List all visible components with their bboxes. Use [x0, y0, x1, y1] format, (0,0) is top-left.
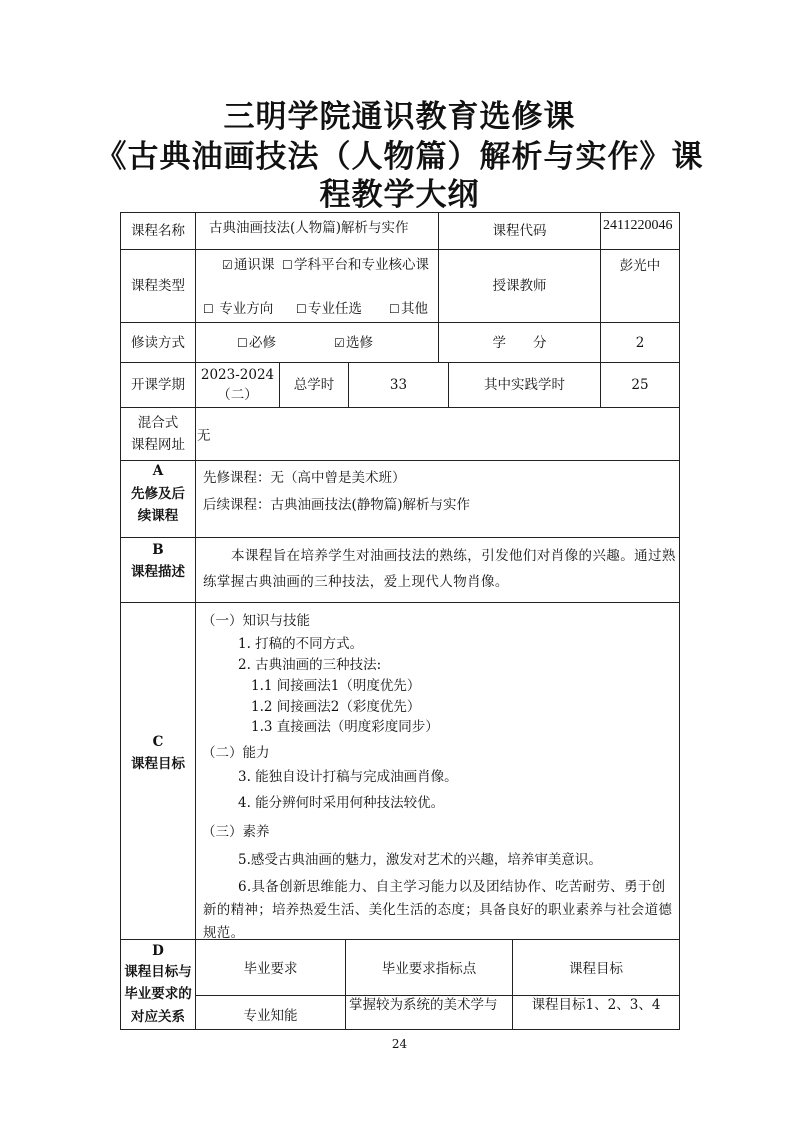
goal-item-2-3: 1.3 直接画法（明度彩度同步） — [251, 719, 439, 735]
followup-course: 后续课程：古典油画技法(静物篇)解析与实作 — [203, 497, 471, 513]
section-d-label-2: 毕业要求的 — [124, 986, 192, 1002]
requirement-row-1-indicator: 掌握较为系统的美术学与 — [349, 997, 498, 1013]
goal-item-4: 4. 能分辨何时采用何种技法较优。 — [238, 795, 445, 811]
credit-label: 学 分 — [492, 335, 547, 351]
column-course-goal: 课程目标 — [569, 961, 623, 977]
mixed-course-url: 无 — [197, 428, 211, 444]
goal-item-2-2: 1.2 间接画法2（彩度优先） — [251, 699, 421, 715]
goal-item-6: 6.具备创新思维能力、自主学习能力以及团结协作、吃苦耐劳、勇于创新的精神；培养热爱生活、美化生活的态度；具备良好的职业素养与社会道德规范。 — [203, 879, 673, 941]
goal-item-1: 1. 打稿的不同方式。 — [238, 636, 364, 652]
goal-item-2-1: 1.1 间接画法1（明度优先） — [251, 678, 421, 694]
practice-hours-label: 其中实践学时 — [484, 377, 565, 393]
mixed-course-label-1: 混合式 — [137, 415, 179, 431]
course-code-value: 2411220046 — [603, 218, 673, 233]
section-b-letter: B — [152, 542, 164, 558]
column-graduation-requirement: 毕业要求 — [243, 961, 298, 977]
semester-years: 2023-2024 — [200, 367, 275, 383]
checkbox-empty-icon: ☐ — [203, 302, 214, 316]
checkbox-checked-icon: ☑ — [222, 258, 233, 272]
document-title-line-1: 三明学院通识教育选修课 — [223, 99, 576, 135]
type-option-other[interactable]: ☐其他 — [389, 301, 428, 317]
prerequisite-course: 先修课程：无（高中曾是美术班） — [203, 470, 406, 486]
section-a-label-1: 先修及后 — [131, 486, 185, 502]
goal-heading-literacy: （三）素养 — [202, 824, 270, 840]
requirement-row-1-name: 专业知能 — [243, 1008, 298, 1024]
section-a-label-2: 续课程 — [137, 508, 179, 524]
section-d-label-3: 对应关系 — [131, 1009, 185, 1025]
goal-heading-ability: （二）能力 — [202, 745, 270, 761]
requirement-row-1-goals: 课程目标1、2、3、4 — [531, 997, 661, 1013]
section-d-label-1: 课程目标与 — [124, 964, 192, 980]
column-requirement-indicator: 毕业要求指标点 — [381, 961, 477, 977]
total-hours-label: 总学时 — [293, 377, 335, 393]
type-option-elective[interactable]: ☐专业任选 — [296, 301, 362, 317]
credit-value: 2 — [635, 335, 645, 351]
mode-option-elective[interactable]: ☑选修 — [334, 335, 373, 351]
section-c-label: 课程目标 — [131, 756, 185, 772]
checkbox-empty-icon: ☐ — [237, 336, 248, 350]
section-b-label: 课程描述 — [131, 564, 185, 580]
section-d-letter: D — [152, 943, 164, 959]
semester-term: （二） — [217, 387, 258, 403]
checkbox-empty-icon: ☐ — [282, 258, 293, 272]
course-description: 本课程旨在培养学生对油画技法的熟练，引发他们对肖像的兴趣。通过熟练掌握古典油画的三种技法，爱上现代人物肖像。 — [203, 548, 676, 590]
goal-item-2: 2. 古典油画的三种技法: — [238, 657, 382, 673]
type-option-core[interactable]: ☐学科平台和专业核心课 — [282, 257, 429, 273]
study-mode-label: 修读方式 — [131, 335, 185, 351]
document-title-line-2: 《古典油画技法（人物篇）解析与实作》课 — [95, 139, 704, 175]
course-type-label: 课程类型 — [131, 278, 185, 294]
teacher-value: 彭光中 — [619, 258, 661, 274]
teacher-label: 授课教师 — [492, 278, 547, 294]
document-title-line-3: 程教学大纲 — [319, 177, 480, 213]
mixed-course-label-2: 课程网址 — [131, 437, 185, 453]
course-name-label: 课程名称 — [131, 223, 185, 239]
section-a-letter: A — [152, 463, 164, 479]
goal-item-5: 5.感受古典油画的魅力，激发对艺术的兴趣，培养审美意识。 — [238, 852, 602, 868]
total-hours-value: 33 — [389, 377, 408, 393]
course-code-label: 课程代码 — [492, 223, 547, 239]
goal-item-3: 3. 能独自设计打稿与完成油画肖像。 — [238, 769, 458, 785]
checkbox-empty-icon: ☐ — [296, 302, 307, 316]
mode-option-required[interactable]: ☐必修 — [237, 335, 276, 351]
checkbox-checked-icon: ☑ — [334, 336, 345, 350]
course-name-value: 古典油画技法(人物篇)解析与实作 — [209, 220, 409, 236]
type-option-general[interactable]: ☑通识课 — [222, 257, 275, 273]
practice-hours-value: 25 — [631, 377, 649, 393]
semester-label: 开课学期 — [131, 377, 185, 393]
goal-heading-knowledge: （一）知识与技能 — [202, 613, 310, 629]
checkbox-empty-icon: ☐ — [389, 302, 400, 316]
page-number: 24 — [391, 1037, 408, 1051]
section-c-letter: C — [152, 734, 164, 750]
type-option-major-direction[interactable]: ☐ 专业方向 — [203, 301, 274, 317]
